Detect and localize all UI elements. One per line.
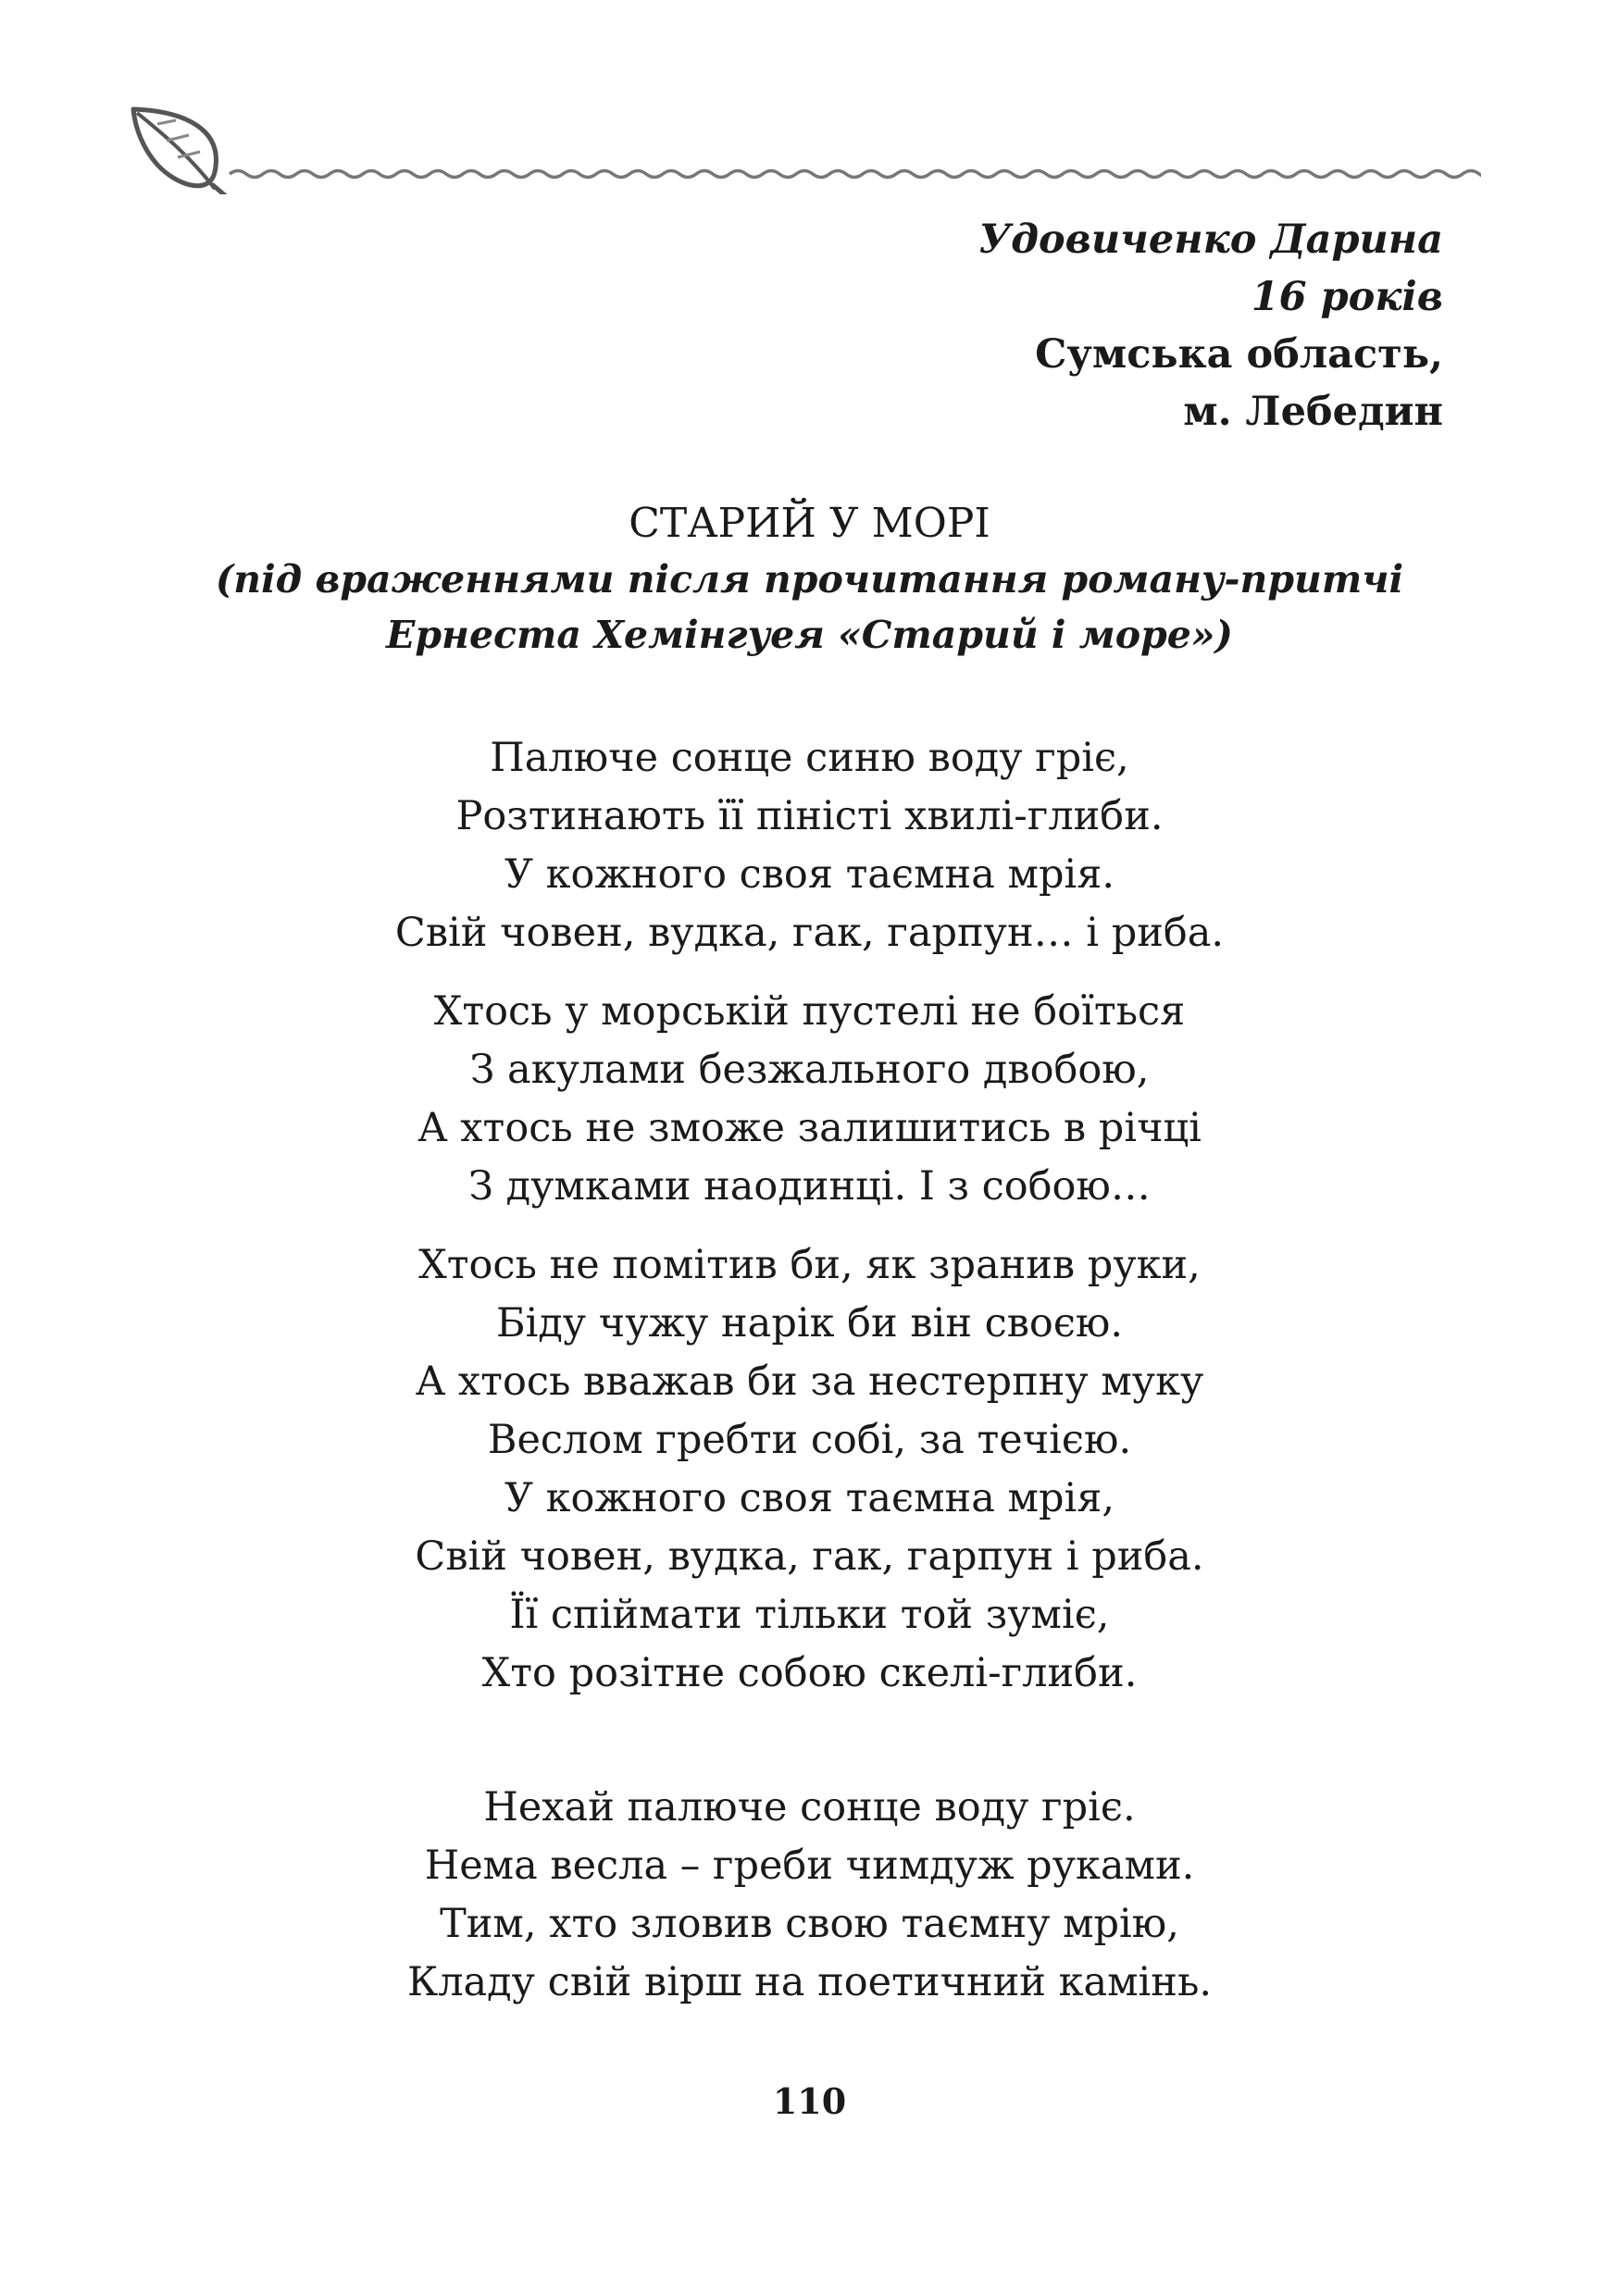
stanza-3 — [0, 1236, 1619, 1703]
poem-line: У кожного своя таємна мрія. — [504, 851, 1115, 898]
poem-line: А хтось не зможе залишитись в річці — [417, 1105, 1202, 1151]
poem-line: Нехай палюче сонце воду гріє. — [483, 1784, 1136, 1831]
poem-line: Біду чужу нарік би він своєю. — [495, 1300, 1124, 1347]
poem-line: Хто розітне собою скелі-глиби. — [481, 1650, 1138, 1696]
author-region: Сумська область, — [1035, 331, 1443, 378]
wave-line — [230, 171, 1481, 178]
poem-heading — [0, 496, 1619, 663]
author-age: 16 років — [1251, 274, 1443, 320]
poem-subtitle-line-2: Ернеста Хемінгуея «Старий і море») — [386, 613, 1233, 657]
author-city: м. Лебедин — [1183, 389, 1443, 435]
poem-line: А хтось вважав би за нестерпну муку — [415, 1359, 1204, 1405]
stanza-4 — [0, 1779, 1619, 2012]
poem-line: Свій човен, вудка, гак, гарпун і риба. — [415, 1533, 1204, 1580]
poem-subtitle-line-1: (під враженнями після прочитання роману-притчі — [215, 557, 1404, 602]
poem-line: З думками наодинці. І з собою… — [468, 1163, 1151, 1210]
poem-title: СТАРИЙ У МОРІ — [629, 500, 990, 547]
feather-wave-ornament — [120, 93, 1481, 194]
poem-line: Хтось у морській пустелі не боїться — [433, 988, 1186, 1035]
poem-line: Хтось не помітив би, як зранив руки, — [418, 1242, 1201, 1288]
poem-line: Палюче сонце синю воду гріє, — [490, 735, 1129, 781]
stanza-1 — [0, 729, 1619, 962]
page-number: 110 — [772, 2080, 847, 2122]
poem-line: У кожного своя таємна мрія, — [504, 1475, 1115, 1521]
poem-body — [0, 729, 1619, 2012]
poem-line: З акулами безжального двобою, — [469, 1047, 1150, 1093]
poem-line: Кладу свій вірш на поетичний камінь. — [406, 1959, 1213, 2005]
feather-icon — [133, 109, 226, 194]
poem-line: Веслом гребти собі, за течією. — [487, 1417, 1132, 1463]
poem-line: Свій човен, вудка, гак, гарпун… і риба. — [394, 910, 1225, 956]
author-block — [978, 211, 1443, 441]
poem-line: Її спіймати тільки той зуміє, — [509, 1592, 1110, 1638]
poem-line: Тим, хто зловив свою таємну мрію, — [440, 1901, 1179, 1947]
author-name: Удовиченко Дарина — [978, 217, 1443, 263]
poem-line: Розтинають її піністі хвилі-глиби. — [455, 793, 1164, 839]
poem-line: Нема весла – греби чимдуж руками. — [424, 1843, 1195, 1889]
stanza-2 — [0, 983, 1619, 1216]
